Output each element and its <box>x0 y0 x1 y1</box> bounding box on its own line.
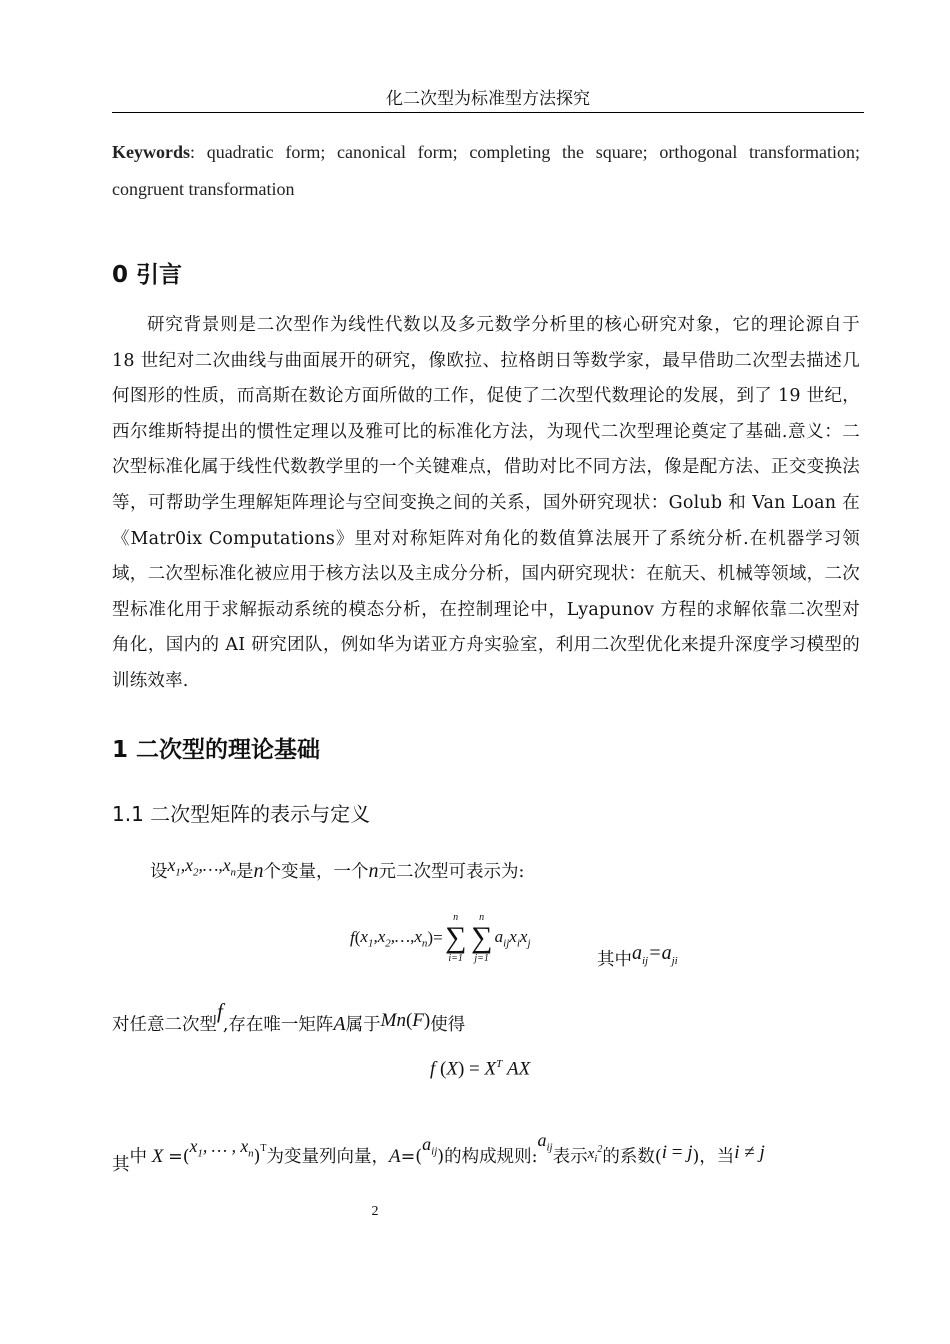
quadratic-form-equation: $f(x_1,x_2,\dots,x_n)=$ n ∑ i=1 n ∑ j=1 $a_{ij}x_ix_j$ <box>350 912 531 964</box>
math-x-list: $x_1,x_2,\dots,x_n$ <box>167 855 237 879</box>
section-1-heading: 1 二次型的理论基础 <box>112 737 321 763</box>
page-number: 2 <box>371 1204 379 1219</box>
variables-sentence: 设$x_1,x_2,\dots,x_n$是n个变量，一个n元二次型可表示为: <box>150 855 525 882</box>
keywords-text: : quadratic form; canonical form; completing the square; orthogonal transformation; congruent transformation <box>112 142 860 199</box>
matrix-rule-sentence: 其中 $X =(x_1$, … , $x_n)^T$为变量列向量，$A=(a_{ij})$的构成规则$:a_{ij}$表示$x_i^2$的系数(i = j)，当i ≠ j <box>112 1129 765 1175</box>
unique-matrix-sentence: 对任意二次型f,存在唯一矩阵A属于Mn(F)使得 <box>112 999 466 1035</box>
subsection-1-1-heading: 1.1 二次型矩阵的表示与定义 <box>112 802 371 826</box>
section-0-heading: 0 引言 <box>112 262 183 288</box>
symmetry-condition: 其中$a_{ij}=a_{ji}$ <box>597 942 678 970</box>
running-header: 化二次型为标准型方法探究 <box>112 86 864 113</box>
matrix-form-equation: f $(X) = X^T$ AX <box>430 1058 531 1080</box>
math-n: n <box>368 860 379 882</box>
keywords-label: Keywords <box>112 142 190 162</box>
sum-symbol: n ∑ i=1 <box>444 912 467 964</box>
math-n: n <box>253 860 264 882</box>
introduction-paragraph: 研究背景则是二次型作为线性代数以及多元数学分析里的核心研究对象，它的理论源自于 18 世纪对二次曲线与曲面展开的研究，像欧拉、拉格朗日等数学家，最早借助二次型去描述几何图形的性质，而高斯在数论方面所做的工作，促使了二次型代数理论的发展，到了 19 世纪，西尔维斯特提出的惯性定理以及雅可比的标准化方法，为现代二次型理论奠定了基础.意义：二次型标准化属于线性代数教学里的一个关键难点，借助对比不同方法，像是配方法、正交变换法等，可帮助学生理解矩阵理论与空间变换之间的关系，国外研究现状：Golub 和 Van Loan 在《Matr0ix Computations》里对对称矩阵对角化的数值算法展开了系统分析.在机器学习领域，二次型标准化被应用于核方法以及主成分分析，国内研究现状：在航天、机械等领域，二次型标准化用于求解振动系统的模态分析，在控制理论中，Lyapunov 方程的求解依靠二次型对角化，国内的 AI 研究团队，例如华为诺亚方舟实验室，利用二次型优化来提升深度学习模型的训练效率. <box>112 315 861 691</box>
sum-symbol: n ∑ j=1 <box>470 912 493 964</box>
keywords-line <box>112 134 860 208</box>
